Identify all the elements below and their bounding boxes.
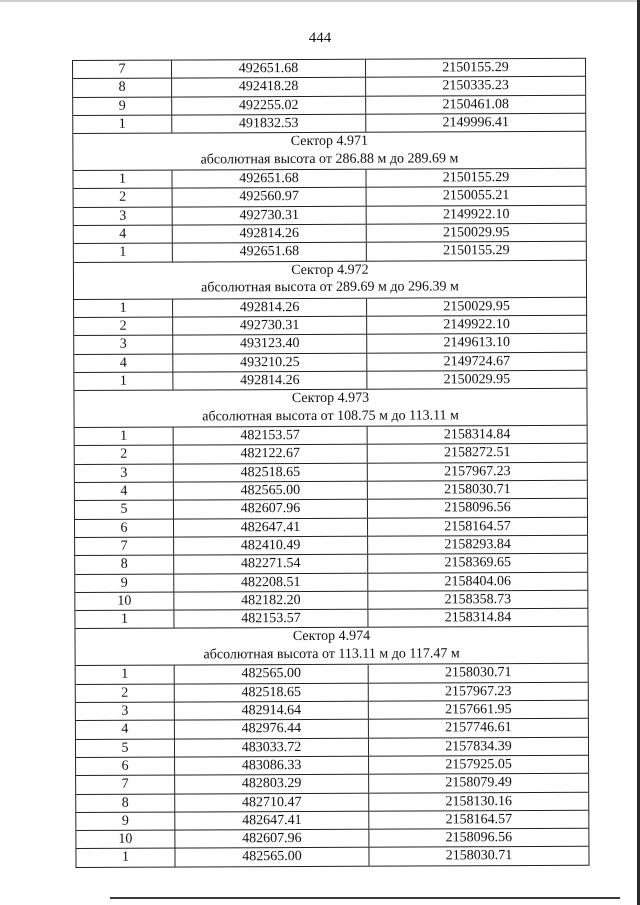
- point-number-cell: 1: [74, 299, 173, 317]
- table-row: [73, 95, 585, 116]
- x-coordinate-cell: 482565.00: [175, 665, 369, 683]
- point-number-cell: 3: [75, 464, 174, 482]
- table-row: [74, 224, 586, 245]
- point-number-cell: 2: [76, 684, 175, 702]
- table-row: [75, 554, 587, 575]
- x-coordinate-cell: 482565.00: [175, 848, 369, 866]
- table-row: [74, 334, 586, 355]
- y-coordinate-cell: 2150461.08: [442, 96, 509, 112]
- y-coordinate-cell: 2157661.95: [445, 702, 512, 718]
- point-number-cell: 9: [73, 97, 172, 115]
- y-coordinate-cell: 2149724.67: [443, 353, 511, 369]
- point-number-cell: 3: [76, 703, 175, 721]
- sector-header: [74, 260, 586, 299]
- table-row: [73, 169, 585, 190]
- y-coordinate-cell: 2149996.41: [442, 114, 510, 131]
- point-number-cell: 8: [75, 556, 174, 574]
- table-row: [73, 114, 585, 135]
- table-row: [75, 609, 587, 630]
- point-number-cell: 7: [73, 61, 172, 79]
- x-coordinate-cell: 482153.57: [174, 610, 368, 628]
- point-number-cell: 1: [74, 244, 173, 262]
- y-coordinate-cell: 2157967.23: [444, 463, 511, 480]
- y-coordinate-cell: 2158272.51: [443, 445, 511, 461]
- sector-header: [74, 389, 586, 428]
- y-coordinate-cell: 2158358.73: [444, 591, 512, 608]
- table-row: [76, 811, 588, 832]
- table-row: [75, 463, 587, 484]
- point-number-cell: 7: [76, 776, 175, 794]
- y-coordinate-cell: 2158369.65: [444, 555, 511, 571]
- x-coordinate-cell: 492814.26: [173, 298, 367, 316]
- x-coordinate-cell: 482607.96: [175, 830, 369, 848]
- y-coordinate-cell: 2150155.29: [442, 170, 510, 186]
- y-coordinate-cell: 2150155.29: [442, 60, 509, 76]
- x-coordinate-cell: 482976.44: [175, 720, 369, 738]
- x-coordinate-cell: 492730.31: [173, 317, 367, 335]
- point-number-cell: 3: [74, 207, 173, 225]
- x-coordinate-cell: 493123.40: [173, 335, 367, 353]
- y-coordinate-cell: 2158096.56: [444, 500, 511, 516]
- point-number-cell: 4: [75, 483, 174, 501]
- x-coordinate-cell: 482518.65: [175, 683, 369, 701]
- sector-header: [75, 627, 587, 666]
- x-coordinate-cell: 482182.20: [174, 592, 368, 610]
- page-number: 444: [308, 30, 332, 46]
- point-number-cell: 5: [76, 739, 175, 757]
- sector-altitude: абсолютная высота от 113.11 м до 117.47 м: [203, 646, 460, 663]
- y-coordinate-cell: 2157746.61: [445, 720, 512, 736]
- x-coordinate-cell: 483086.33: [175, 757, 369, 775]
- sector-altitude: абсолютная высота от 289.69 м до 296.39 м: [201, 279, 459, 296]
- table-row: [74, 297, 586, 318]
- y-coordinate-cell: 2158164.57: [445, 811, 513, 828]
- x-coordinate-cell: 482914.64: [175, 702, 369, 720]
- sector-title: Сектор 4.973: [291, 390, 370, 407]
- table-row: [75, 444, 587, 465]
- y-coordinate-cell: 2157834.39: [445, 738, 512, 754]
- x-coordinate-cell: 482518.65: [174, 463, 368, 481]
- table-row: [75, 591, 587, 612]
- x-coordinate-cell: 492814.26: [173, 372, 367, 390]
- table-row: [74, 371, 586, 392]
- table-row: [74, 352, 586, 373]
- sector-header: [73, 132, 585, 171]
- point-number-cell: 1: [76, 849, 175, 867]
- table-row: [73, 77, 585, 98]
- x-coordinate-cell: 492418.28: [172, 78, 366, 96]
- point-number-cell: 10: [75, 592, 174, 610]
- x-coordinate-cell: 492560.97: [173, 188, 367, 206]
- table-row: [76, 847, 588, 868]
- point-number-cell: 4: [76, 721, 175, 739]
- point-number-cell: 7: [75, 537, 174, 555]
- table-row: [76, 664, 588, 685]
- table-row: [76, 774, 588, 795]
- table-row: [75, 426, 587, 447]
- point-number-cell: 2: [75, 446, 174, 464]
- sector-altitude: абсолютная высота от 286.88 м до 289.69 м: [200, 151, 459, 168]
- point-number-cell: 1: [76, 666, 175, 684]
- y-coordinate-cell: 2149613.10: [443, 335, 511, 351]
- y-coordinate-cell: 2150335.23: [442, 78, 509, 94]
- y-coordinate-cell: 2150155.29: [443, 243, 510, 259]
- table-row: [75, 499, 587, 520]
- x-coordinate-cell: 492814.26: [173, 225, 367, 243]
- point-number-cell: 1: [75, 611, 174, 629]
- x-coordinate-cell: 491832.53: [172, 115, 366, 133]
- point-number-cell: 4: [74, 226, 173, 244]
- sector-title: Сектор 4.974: [292, 629, 371, 645]
- x-coordinate-cell: 482607.96: [174, 500, 368, 518]
- table-row: [76, 756, 588, 777]
- point-number-cell: 3: [74, 336, 173, 354]
- point-number-cell: 2: [74, 189, 173, 207]
- sector-title: Сектор 4.972: [291, 262, 369, 278]
- x-coordinate-cell: 492651.68: [172, 170, 366, 188]
- table-row: [74, 316, 586, 337]
- scan-bottom-edge: [110, 897, 620, 899]
- x-coordinate-cell: 482647.41: [174, 518, 368, 536]
- x-coordinate-cell: 492651.68: [172, 60, 366, 78]
- y-coordinate-cell: 2149922.10: [443, 317, 510, 333]
- x-coordinate-cell: 482271.54: [174, 555, 368, 573]
- x-coordinate-cell: 492255.02: [172, 96, 366, 114]
- table-row: [74, 242, 586, 263]
- x-coordinate-cell: 492730.31: [173, 206, 367, 224]
- x-coordinate-cell: 482122.67: [174, 445, 368, 463]
- table-row: [76, 701, 588, 722]
- point-number-cell: 4: [74, 354, 173, 372]
- y-coordinate-cell: 2158314.84: [443, 427, 511, 443]
- table-row: [75, 481, 587, 502]
- point-number-cell: 1: [73, 115, 172, 133]
- point-number-cell: 1: [74, 372, 173, 390]
- y-coordinate-cell: 2157967.23: [444, 683, 512, 700]
- scan-top-edge: [0, 0, 640, 2]
- y-coordinate-cell: 2158096.56: [445, 830, 513, 846]
- y-coordinate-cell: 2150029.95: [442, 225, 510, 241]
- x-coordinate-cell: 492651.68: [173, 243, 367, 261]
- table-row: [74, 187, 586, 208]
- sector-altitude: абсолютная высота от 108.75 м до 113.11 м: [202, 407, 459, 425]
- x-coordinate-cell: 482710.47: [175, 793, 369, 811]
- table-row: [75, 517, 587, 538]
- point-number-cell: 9: [75, 574, 174, 592]
- table-row: [73, 59, 585, 80]
- table-row: [75, 572, 587, 593]
- point-number-cell: 2: [74, 318, 173, 336]
- y-coordinate-cell: 2158130.16: [445, 793, 513, 809]
- point-number-cell: 6: [76, 757, 175, 775]
- y-coordinate-cell: 2157925.05: [445, 756, 512, 773]
- x-coordinate-cell: 482565.00: [174, 482, 368, 500]
- y-coordinate-cell: 2158293.84: [444, 537, 511, 553]
- y-coordinate-cell: 2158079.49: [445, 775, 512, 791]
- point-number-cell: 1: [75, 428, 174, 446]
- y-coordinate-cell: 2158314.84: [444, 610, 512, 626]
- y-coordinate-cell: 2150055.21: [442, 188, 510, 204]
- y-coordinate-cell: 2158030.71: [444, 482, 511, 498]
- point-number-cell: 9: [76, 812, 175, 830]
- point-number-cell: 5: [75, 501, 174, 519]
- point-number-cell: 8: [73, 79, 172, 97]
- y-coordinate-cell: 2158030.71: [444, 665, 512, 681]
- point-number-cell: 6: [75, 519, 174, 537]
- x-coordinate-cell: 482208.51: [174, 573, 368, 591]
- table-row: [76, 682, 588, 703]
- table-row: [76, 719, 588, 740]
- y-coordinate-cell: 2150029.95: [443, 298, 510, 315]
- sector-title: Сектор 4.971: [290, 133, 369, 150]
- x-coordinate-cell: 483033.72: [175, 738, 369, 756]
- table-row: [76, 737, 588, 758]
- y-coordinate-cell: 2149922.10: [442, 206, 510, 223]
- y-coordinate-cell: 2158030.71: [445, 848, 513, 864]
- x-coordinate-cell: 493210.25: [173, 353, 367, 371]
- table-row: [75, 536, 587, 557]
- point-number-cell: 10: [76, 831, 175, 849]
- table-row: [74, 206, 586, 227]
- point-number-cell: 1: [73, 171, 172, 189]
- y-coordinate-cell: 2158404.06: [444, 573, 512, 589]
- table-row: [76, 792, 588, 813]
- x-coordinate-cell: 482153.57: [174, 427, 368, 445]
- point-number-cell: 8: [76, 794, 175, 812]
- coordinates-table: [72, 58, 590, 868]
- y-coordinate-cell: 2158164.57: [444, 518, 511, 535]
- y-coordinate-cell: 2150029.95: [443, 371, 511, 388]
- x-coordinate-cell: 482647.41: [175, 812, 369, 830]
- x-coordinate-cell: 482803.29: [175, 775, 369, 793]
- x-coordinate-cell: 482410.49: [174, 537, 368, 555]
- table-row: [76, 829, 588, 850]
